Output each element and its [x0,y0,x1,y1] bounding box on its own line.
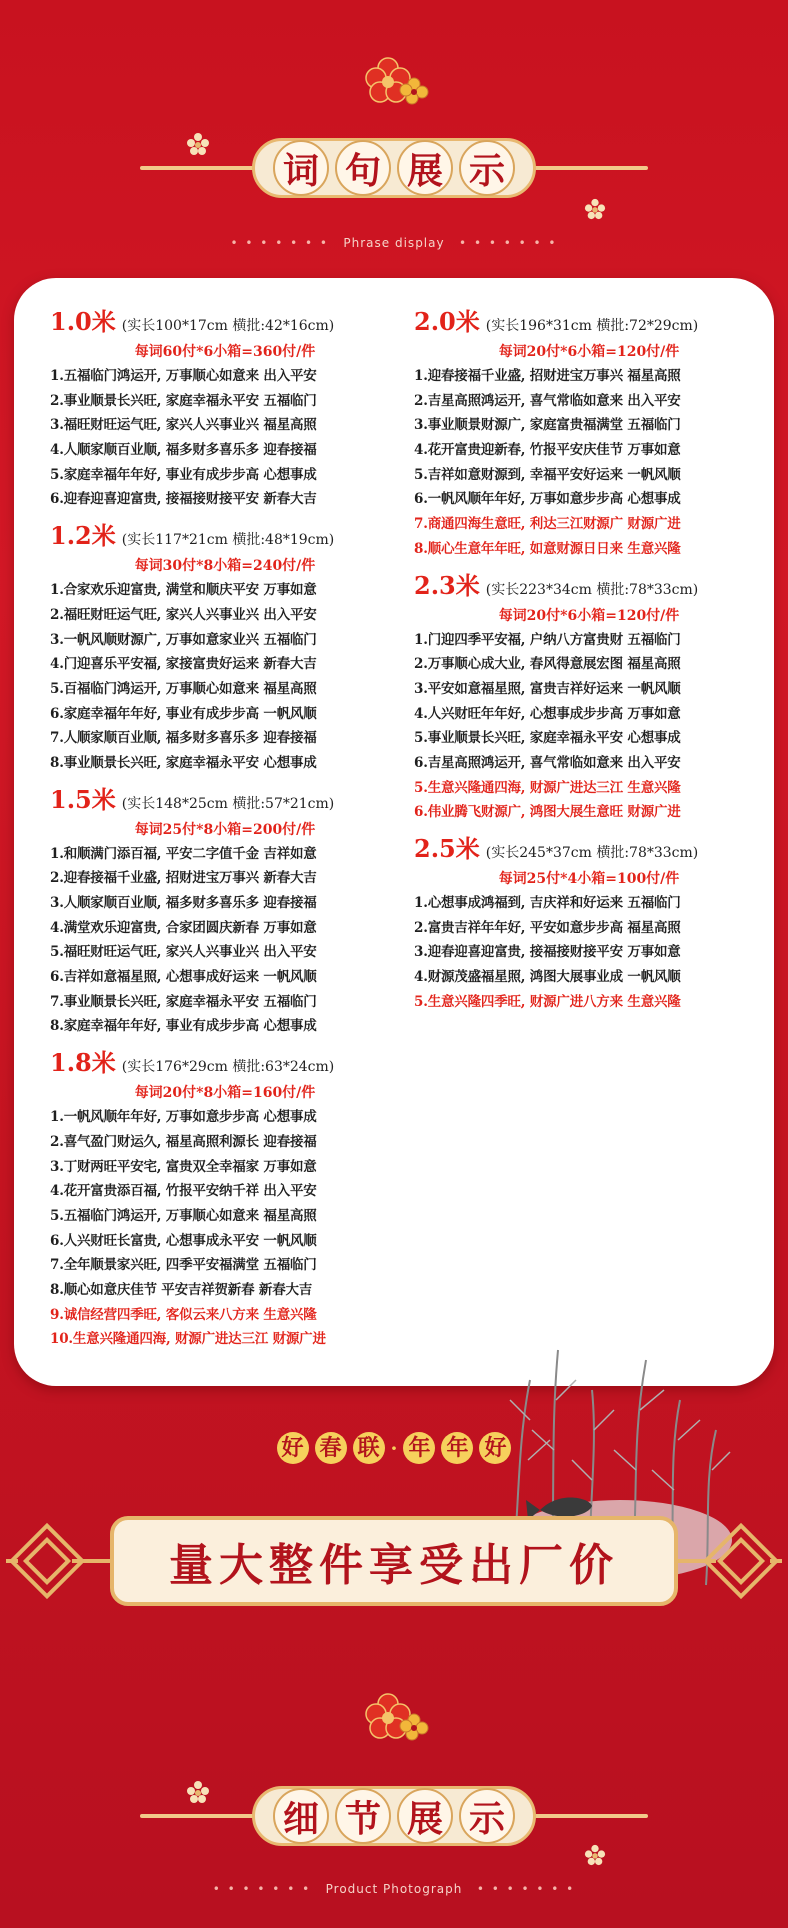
phrase-line: 1.心想事成鸿福到, 吉庆祥和好运来 五福临门 [414,895,681,911]
size-header [414,568,764,604]
phrase-line: 7.人顺家顺百业顺, 福多财多喜乐多 迎春接福 [50,730,317,747]
phrase-line: 6.人兴财旺长富贵, 心想事成永平安 一帆风顺 [50,1232,317,1249]
phrase-line: 2.万事顺心成大业, 春风得意展宏图 福星高照 [414,656,681,673]
size-header [414,304,764,340]
phrase-line: 5.生意兴隆四季旺, 财源广进八方来 生意兴隆 [414,993,681,1010]
column-left [50,304,400,1358]
phrase-line: 9.诚信经营四季旺, 客似云来八方来 生意兴隆 [50,1306,317,1323]
phrase-line: 3.福旺财旺运气旺, 家兴人兴事业兴 福星高照 [50,417,317,434]
size-header [50,1045,400,1081]
slogan [0,1432,788,1464]
phrase-line: 6.迎春迎喜迎富贵, 接福接财接平安 新春大吉 [50,491,317,508]
phrase-line: 4.花开富贵迎新春, 竹报平安庆佳节 万事如意 [414,442,681,459]
phrase-line: 3.事业顺景财源广, 家庭富贵福满堂 五福临门 [414,417,681,434]
phrase-line: 3.一帆风顺财源广, 万事如意家业兴 五福临门 [50,631,317,648]
phrase-line: 8.事业顺景长兴旺, 家庭幸福永平安 心想事成 [50,754,317,771]
size-spec: (实长117*21cm 横批:48*19cm) [121,532,335,549]
phrase-line: 1.门迎四季平安福, 户纳八方富贵财 五福临门 [414,631,681,648]
phrase-line: 6.吉祥如意福星照, 心想事成好运来 一帆风顺 [50,969,317,986]
detail-subtitle [0,1882,788,1896]
size-group [414,304,764,562]
size-spec: (实长223*34cm 横批:78*33cm) [485,581,699,598]
phrase-line: 5.吉祥如意财源到, 幸福平安好运来 一帆风顺 [414,466,681,483]
flower-small-icon [584,1844,606,1866]
phrase-line: 3.人顺家顺百业顺, 福多财多喜乐多 迎春接福 [50,895,317,911]
phrase-line: 5.百福临门鸿运开, 万事顺心如意来 福星高照 [50,680,317,697]
phrase-line: 6.吉星高照鸿运开, 喜气常临如意来 出入平安 [414,754,681,771]
slogan-char: 好 [479,1432,511,1464]
detail-section-title [140,1786,648,1846]
packing-info: 每词60付*6小箱=360付/件 [134,344,316,360]
size-label: 1.0米 [50,307,116,336]
size-label: 2.3米 [414,570,480,600]
phrase-line: 4.人顺家顺百业顺, 福多财多喜乐多 迎春接福 [50,442,317,459]
packing-info: 每词20付*8小箱=160付/件 [134,1085,316,1102]
size-label: 1.5米 [50,784,116,814]
phrase-line: 1.五福临门鸿运开, 万事顺心如意来 出入平安 [50,368,317,384]
slogan-char: 联 [353,1432,385,1464]
phrase-line: 5.福旺财旺运气旺, 家兴人兴事业兴 出入平安 [50,944,317,961]
slogan-char: 春 [315,1432,347,1464]
title-char: 节 [335,1788,391,1844]
subtitle-text: Phrase display [343,236,445,250]
phrase-line: 3.迎春迎喜迎富贵, 接福接财接平安 万事如意 [414,944,681,961]
phrase-line: 4.门迎喜乐平安福, 家接富贵好运来 新春大吉 [50,656,317,673]
phrase-line: 2.福旺财旺运气旺, 家兴人兴事业兴 出入平安 [50,606,317,623]
size-spec: (实长100*17cm 横批:42*16cm) [121,318,335,334]
dots-left: • • • • • • • [212,1882,312,1896]
title-pill [252,1786,536,1846]
phrase-line: 3.丁财两旺平安宅, 富贵双全幸福家 万事如意 [50,1158,317,1175]
title-char: 句 [335,140,391,196]
title-char: 示 [459,1788,515,1844]
phrase-line: 4.人兴财旺年年好, 心想事成步步高 万事如意 [414,705,681,722]
phrase-line: 2.吉星高照鸿运开, 喜气常临如意来 出入平安 [414,392,681,409]
size-group [50,782,400,1040]
phrase-line: 1.迎春接福千业盛, 招财进宝万事兴 福星高照 [414,368,681,384]
dots-left: • • • • • • • [230,236,329,250]
dots-right: • • • • • • • [476,1882,576,1896]
column-right [414,304,764,1020]
slogan-char: 年 [403,1432,435,1464]
title-char: 细 [273,1788,329,1844]
phrase-line: 7.事业顺景长兴旺, 家庭幸福永平安 五福临门 [50,993,317,1010]
phrase-card [14,278,774,1386]
phrase-section-title [140,138,648,198]
flower-small-icon [584,198,606,220]
phrase-line: 4.花开富贵添百福, 竹报平安纳千祥 出入平安 [50,1183,317,1200]
packing-info: 每词20付*6小箱=120付/件 [498,344,680,360]
flower-ornament-icon [360,54,432,110]
title-char: 示 [459,140,515,196]
size-group [414,831,764,1014]
size-label: 2.5米 [414,834,480,863]
slogan-dot: · [390,1436,398,1460]
size-spec: (实长176*29cm 横批:63*24cm) [121,1059,335,1076]
size-group [50,1045,400,1352]
flower-small-icon [186,1780,210,1804]
phrase-line: 3.平安如意福星照, 富贵吉祥好运来 一帆风顺 [414,680,681,697]
packing-info: 每词30付*8小箱=240付/件 [134,558,316,575]
size-spec: (实长245*37cm 横批:78*33cm) [485,845,699,861]
packing-info: 每词25付*4小箱=100付/件 [498,871,680,887]
phrase-line: 6.一帆风顺年年好, 万事如意步步高 心想事成 [414,491,681,508]
size-group [50,518,400,776]
phrase-line: 5.五福临门鸿运开, 万事顺心如意来 福星高照 [50,1207,317,1224]
phrase-line: 5.事业顺景长兴旺, 家庭幸福永平安 心想事成 [414,730,681,747]
size-group [414,568,764,826]
phrase-line: 1.和顺满门添百福, 平安二字值千金 吉祥如意 [50,845,317,862]
size-header [50,518,400,554]
phrase-line: 8.顺心生意年年旺, 如意财源日日来 生意兴隆 [414,540,681,557]
size-header [50,304,400,340]
phrase-line: 7.商通四海生意旺, 利达三江财源广 财源广进 [414,516,681,533]
packing-info: 每词25付*8小箱=200付/件 [134,821,316,838]
size-label: 2.0米 [414,307,480,336]
phrase-line: 10.生意兴隆通四海, 财源广进达三江 财源广进 [50,1331,326,1348]
phrase-line: 7.全年顺景家兴旺, 四季平安福满堂 五福临门 [50,1257,317,1274]
title-char: 展 [397,140,453,196]
phrase-line: 2.喜气盈门财运久, 福星高照利源长 迎春接福 [50,1133,317,1150]
size-spec: (实长148*25cm 横批:57*21cm) [121,795,335,812]
title-pill [252,138,536,198]
size-group [50,304,400,512]
phrase-line: 8.家庭幸福年年好, 事业有成步步高 心想事成 [50,1018,317,1035]
phrase-line: 6.家庭幸福年年好, 事业有成步步高 一帆风顺 [50,705,317,722]
title-char: 词 [273,140,329,196]
phrase-line: 4.满堂欢乐迎富贵, 合家团圆庆新春 万事如意 [50,919,317,936]
phrase-subtitle [0,236,788,250]
banner-box [110,1516,678,1606]
size-label: 1.2米 [50,521,116,551]
phrase-line: 6.伟业腾飞财源广, 鸿图大展生意旺 财源广进 [414,804,681,821]
flower-small-icon [186,132,210,156]
dots-right: • • • • • • • [459,236,558,250]
phrase-line: 5.家庭幸福年年好, 事业有成步步高 心想事成 [50,466,317,483]
phrase-line: 8.顺心如意庆佳节 平安吉祥贺新春 新春大吉 [50,1281,313,1298]
packing-info: 每词20付*6小箱=120付/件 [498,607,680,624]
phrase-line: 2.迎春接福千业盛, 招财进宝万事兴 新春大吉 [50,870,317,887]
phrase-line: 1.一帆风顺年年好, 万事如意步步高 心想事成 [50,1109,317,1126]
size-spec: (实长196*31cm 横批:72*29cm) [485,318,699,334]
phrase-line: 4.财源茂盛福星照, 鸿图大展事业成 一帆风顺 [414,969,681,986]
slogan-char: 好 [277,1432,309,1464]
chinese-knot-right-icon [676,1516,786,1606]
phrase-line: 1.合家欢乐迎富贵, 满堂和顺庆平安 万事如意 [50,582,317,599]
flower-ornament-icon [360,1690,432,1746]
title-char: 展 [397,1788,453,1844]
subtitle-text: Product Photograph [325,1882,463,1896]
phrase-line: 5.生意兴隆通四海, 财源广进达三江 生意兴隆 [414,779,681,796]
size-label: 1.8米 [50,1048,116,1078]
size-header [414,831,764,867]
phrase-line: 2.富贵吉祥年年好, 平安如意步步高 福星高照 [414,919,681,936]
price-banner [0,1500,788,1626]
phrase-line: 2.事业顺景长兴旺, 家庭幸福永平安 五福临门 [50,392,317,409]
size-header [50,782,400,818]
banner-text: 量大整件享受出厂价 [169,1540,619,1591]
chinese-knot-left-icon [2,1516,112,1606]
slogan-char: 年 [441,1432,473,1464]
